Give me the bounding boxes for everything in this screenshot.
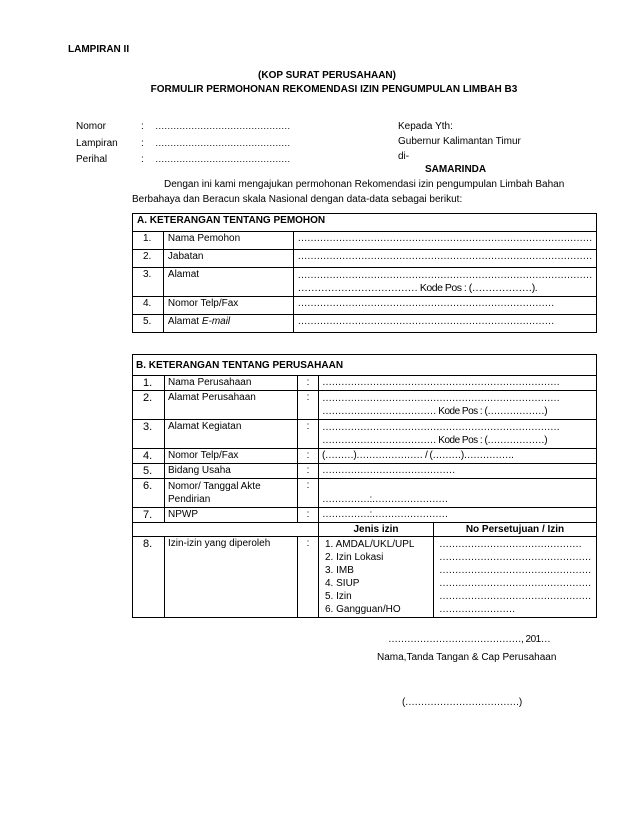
row-number: 3. [133,268,164,297]
row-number: 2. [133,391,165,420]
row-value-line2[interactable]: ……………………………… Kode Pos : (………………) [322,435,548,446]
lampiran-label: LAMPIRAN II [68,44,130,55]
permit-name: 6. Gangguan/HO [325,604,401,615]
row-value[interactable] [293,268,597,297]
row-sep: : [298,479,319,508]
row-label: Alamat Kegiatan [165,420,298,449]
meta-label-perihal: Perihal [76,154,108,165]
permit-name: 4. SIUP [325,578,360,589]
row-label: Jabatan [163,250,293,268]
permit-value[interactable]: ………………………………………… [439,565,591,576]
meta-sep: : [141,138,144,149]
row-label-line2: Pendirian [168,494,211,505]
row-value-line1[interactable]: ………………………………………………………………… [322,393,560,404]
permit-name: 3. IMB [325,565,354,576]
table-row [133,464,597,479]
row-value[interactable] [319,391,597,420]
meta-sep: : [141,154,144,165]
row-value[interactable]: …………………………………… [319,464,597,479]
table-row [133,250,597,268]
row-number: 4. [133,449,165,464]
row-number: 1. [133,232,164,250]
row-sep: : [298,391,319,420]
table-row [133,449,597,464]
row-value[interactable] [319,420,597,449]
permits-header-row [133,523,597,537]
permit-value[interactable]: ………………………………………… [439,578,591,589]
row-number: 2. [133,250,164,268]
row-number: 6. [133,479,165,508]
row-label: Nomor Telp/Fax [165,449,298,464]
kop-label: (KOP SURAT PERUSAHAAN) [258,70,396,81]
table-row [133,479,597,508]
row-value[interactable]: ……………:…………………… [319,508,597,523]
footer-date[interactable]: ……………………………………, 201… [388,634,551,645]
meta-label-nomor: Nomor [76,121,107,132]
recipient-line3: di- [398,151,410,162]
permit-value[interactable]: ………………………………………… [439,552,591,563]
permit-value[interactable]: …………………… [439,604,515,615]
row-value[interactable]: ………………………………………………………………………………… [293,232,597,250]
permit-name: 2. Izin Lokasi [325,552,384,563]
row-label: NPWP [165,508,298,523]
row-sep: : [298,449,319,464]
meta-label-lampiran: Lampiran [76,138,118,149]
footer-sign-label: Nama,Tanda Tangan & Cap Perusahaan [377,652,557,663]
meta-sep: : [141,121,144,132]
row-label: Bidang Usaha [165,464,298,479]
row-number: 1. [133,376,165,391]
row-sep: : [298,420,319,449]
intro-line2: Berbahaya dan Beracun skala Nasional dengan data-data sebagai berikut: [132,194,463,205]
row-label-line1: Nomor/ Tanggal Akte [168,481,261,492]
label-email: Alamat E-mail [167,316,231,327]
row-label: Nomor Telp/Fax [163,297,293,315]
row-number: 7. [133,508,165,523]
row-label: Nama Perusahaan [165,376,298,391]
row-value[interactable]: ……………………………………………………………………… [293,297,597,315]
table-row [133,297,597,315]
intro-line1: Dengan ini kami mengajukan permohonan Rekomendasi izin pengumpulan Limbah Bahan [164,179,565,190]
permit-name: 5. Izin [325,591,352,602]
permits-row [133,537,597,618]
permit-value[interactable]: ………………………………………… [439,591,591,602]
recipient-city: SAMARINDA [425,164,487,175]
row-value-line2[interactable]: ……………………………… Kode Pos : (………………). [297,282,538,294]
table-row [133,391,597,420]
row-value[interactable]: (………)………………… / (………)……………. [319,449,597,464]
row-sep: : [298,376,319,391]
table-row [133,232,597,250]
row-value-line1[interactable] [322,480,593,493]
row-number: 5. [133,315,164,333]
row-value[interactable]: ……………………………………………………………………… [293,315,597,333]
form-title: FORMULIR PERMOHONAN REKOMENDASI IZIN PENGUMPULAN LIMBAH B3 [150,84,518,95]
permits-header-nomor: No Persetujuan / Izin [434,523,597,537]
section-a-table [132,213,597,333]
row-label: Nama Pemohon [163,232,293,250]
row-label: Alamat [163,268,293,297]
section-b-table [132,354,597,618]
section-a-title: A. KETERANGAN TENTANG PEMOHON [133,214,597,232]
table-row [133,376,597,391]
row-value-line1[interactable]: ………………………………………………………………………………… [297,270,592,281]
permit-name: 1. AMDAL/UKL/UPL [325,539,415,550]
table-row [133,315,597,333]
section-b-title: B. KETERANGAN TENTANG PERUSAHAAN [133,355,597,376]
row-sep: : [298,537,319,618]
row-number: 4. [133,297,164,315]
table-row [133,508,597,523]
row-label [165,479,298,508]
recipient-line2: Gubernur Kalimantan Timur [398,136,521,147]
row-number: 5. [133,464,165,479]
row-number: 8. [133,537,165,618]
table-row [133,420,597,449]
footer-name[interactable]: (………………………………) [402,697,522,708]
recipient-line1: Kepada Yth: [398,121,453,132]
row-label: Alamat Perusahaan [165,391,298,420]
meta-value-lampiran[interactable]: ……………………………………… [155,138,290,149]
table-row [133,268,597,297]
row-value[interactable] [319,479,597,508]
row-number: 3. [133,420,165,449]
row-sep: : [298,508,319,523]
permits-value-list [434,537,597,618]
permits-header-jenis: Jenis izin [319,523,434,537]
permit-value[interactable]: ……………………………………… [439,539,582,550]
row-label [163,315,293,333]
row-label: Izin-izin yang diperoleh [165,537,298,618]
permits-name-list [319,537,434,618]
row-sep: : [298,464,319,479]
meta-value-perihal[interactable]: ……………………………………… [155,154,290,165]
row-value-line2[interactable]: ……………………………… Kode Pos : (………………) [322,406,548,417]
meta-value-nomor[interactable]: ……………………………………… [155,121,290,132]
row-value[interactable]: ………………………………………………………………………………… [293,250,597,268]
row-value[interactable]: ………………………………………………………………… [319,376,597,391]
row-value-line2[interactable]: ……………:…………………… [322,494,448,505]
row-value-line1[interactable]: ………………………………………………………………… [322,422,560,433]
